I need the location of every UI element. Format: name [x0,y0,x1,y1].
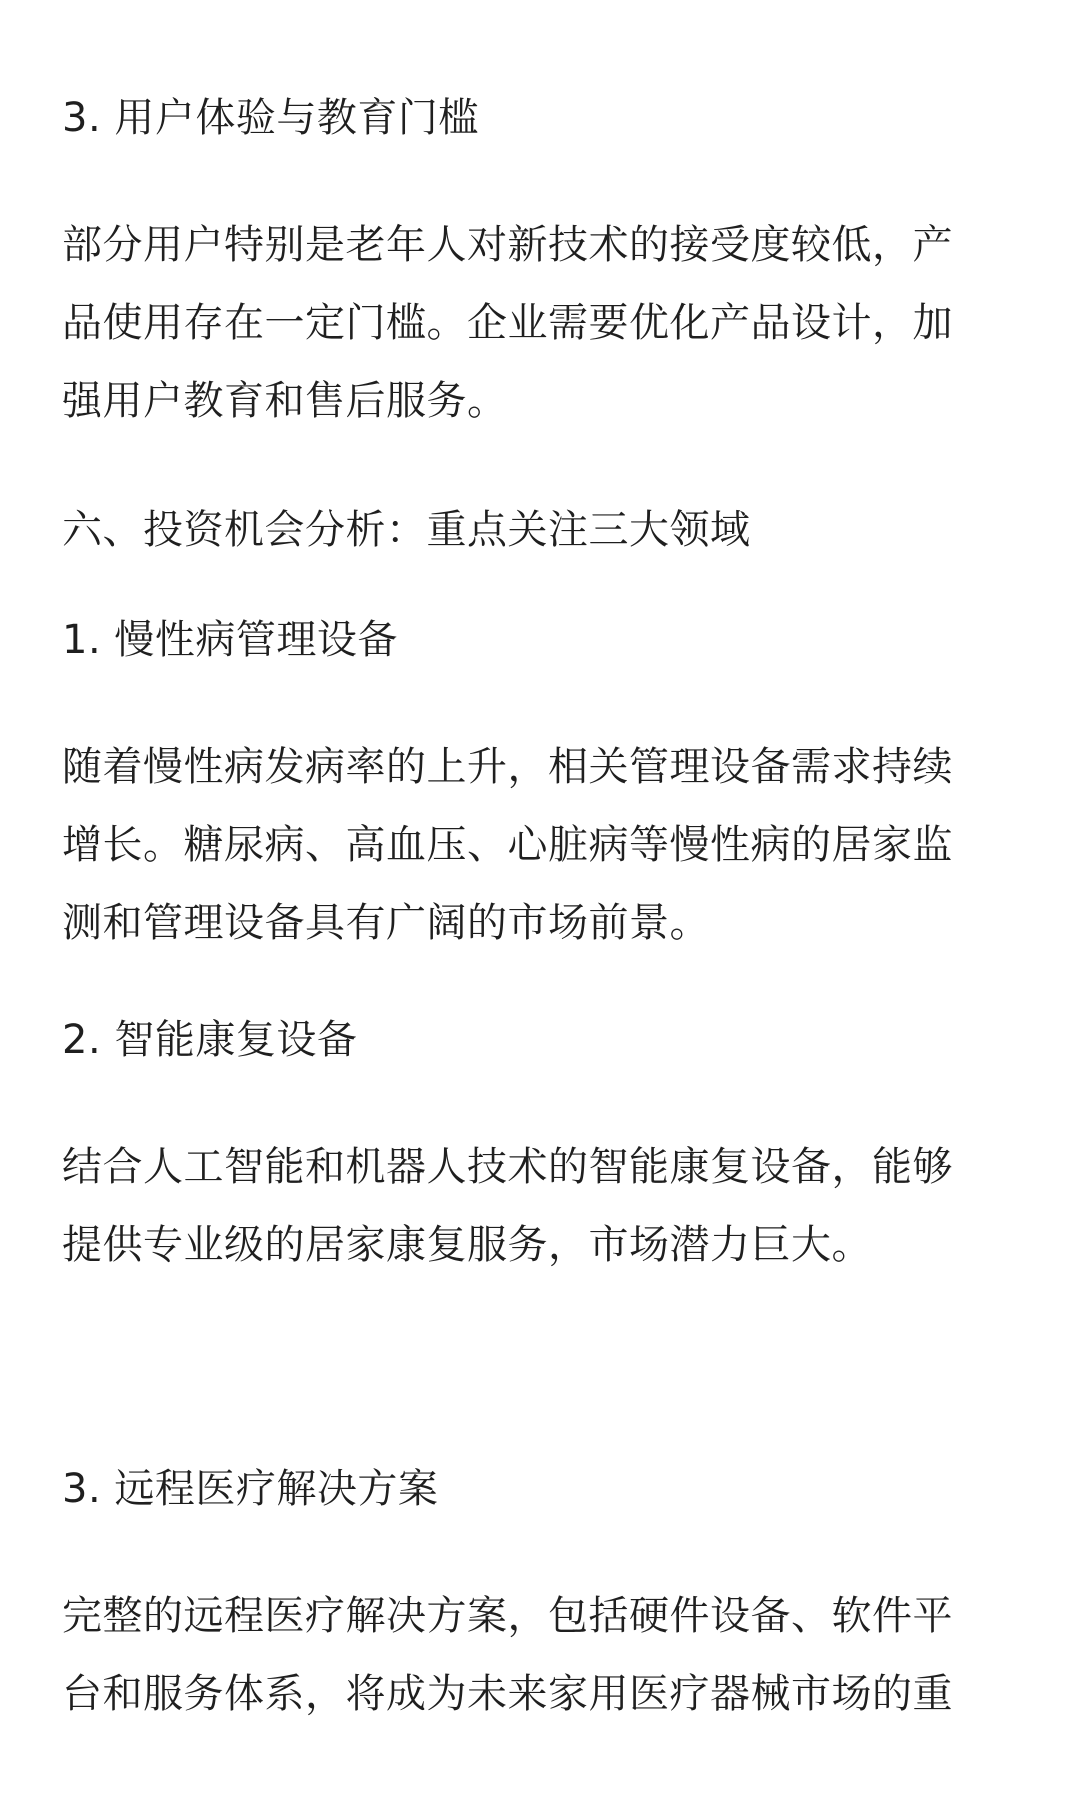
paragraph-user-experience-line-3: 强用户教育和售后服务。 [62,378,508,424]
paragraph-rehab-line-1: 结合人工智能和机器人技术的智能康复设备，能够 [62,1144,953,1190]
heading-smart-rehab: 2. 智能康复设备 [62,1017,358,1063]
paragraph-chronic-line-2: 增长。糖尿病、高血压、心脏病等慢性病的居家监 [62,822,953,868]
paragraph-user-experience-line-2: 品使用存在一定门槛。企业需要优化产品设计，加 [62,300,953,346]
heading-chronic-disease-devices: 1. 慢性病管理设备 [62,617,398,663]
paragraph-chronic-line-3: 测和管理设备具有广阔的市场前景。 [62,900,710,946]
paragraph-rehab-line-2: 提供专业级的居家康复服务，市场潜力巨大。 [62,1222,872,1268]
heading-user-experience: 3. 用户体验与教育门槛 [62,95,479,141]
heading-investment-opportunities: 六、投资机会分析：重点关注三大领域 [62,507,751,553]
paragraph-chronic-line-1: 随着慢性病发病率的上升，相关管理设备需求持续 [62,744,953,790]
paragraph-telemedicine-line-1: 完整的远程医疗解决方案，包括硬件设备、软件平 [62,1593,953,1639]
heading-telemedicine: 3. 远程医疗解决方案 [62,1466,439,1512]
paragraph-telemedicine-line-2: 台和服务体系，将成为未来家用医疗器械市场的重 [62,1671,953,1717]
paragraph-user-experience-line-1: 部分用户特别是老年人对新技术的接受度较低，产 [62,222,953,268]
